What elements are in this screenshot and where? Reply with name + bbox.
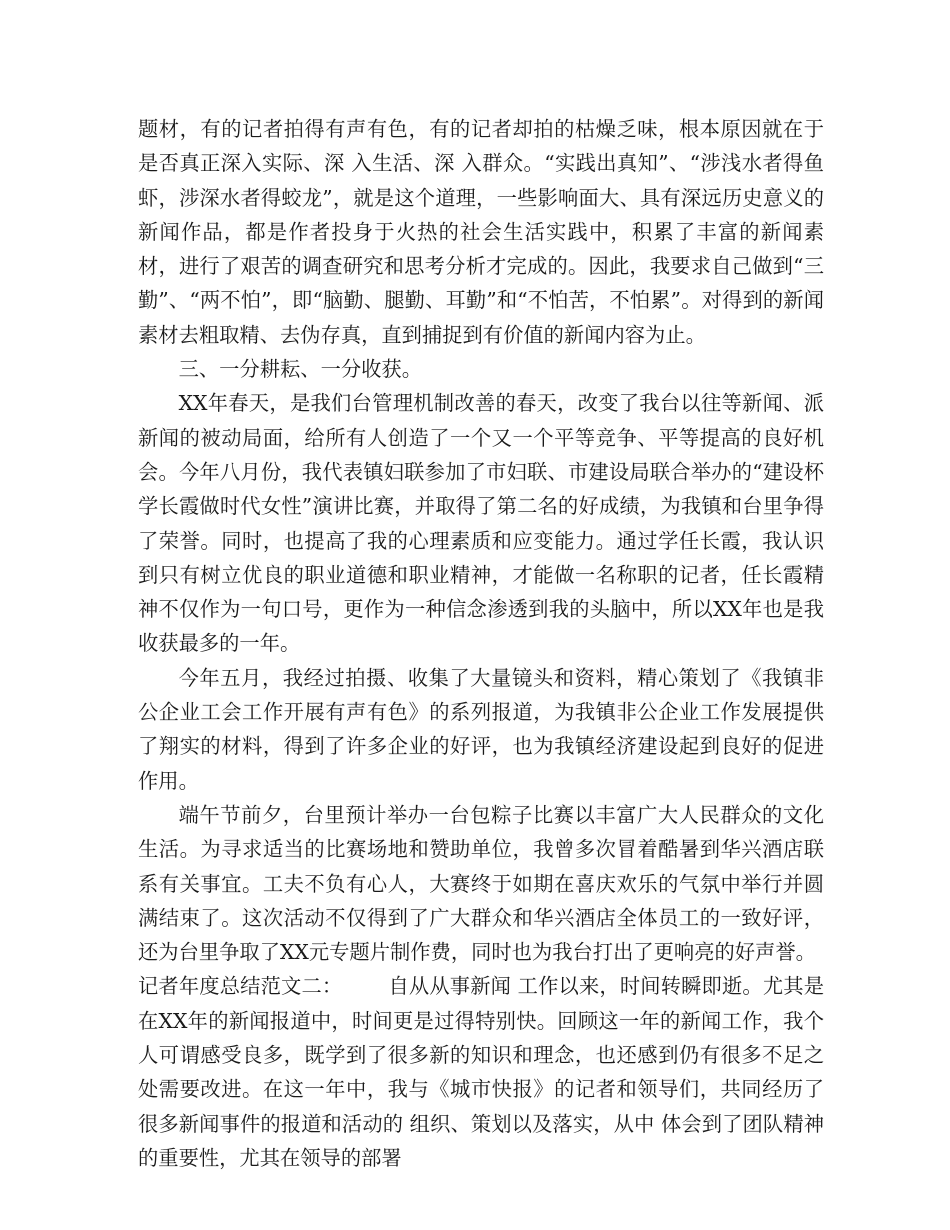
section-label: 记者年度总结范文二：	[138, 974, 343, 999]
section-paragraph	[138, 969, 824, 1175]
section-heading: 三、一分耕耘、一分收获。	[178, 357, 422, 382]
paragraph: XX年春天，是我们台管理机制改善的春天，改变了我台以往等新闻、派新闻的被动局面，给所有人创造了一个又一个平等竞争、平等提高的良好机会。今年八月份，我代表镇妇联参加了市妇联、市建设局联合举办的“建设杯学长霞做时代女性”演讲比赛，并取得了第二名的好成绩，为我镇和台里争得了荣誉。同时，也提高了我的心理素质和应变能力。通过学任长霞，我认识到只有树立优良的职业道德和职业精神，才能做一名称职的记者，任长霞精神不仅作为一句口号，更作为一种信念渗透到我的头脑中，所以XX年也是我收获最多的一年。	[138, 391, 824, 656]
paragraph: 端午节前夕，台里预计举办一台包粽子比赛以丰富广大人民群众的文化生活。为寻求适当的比赛场地和赞助单位，我曾多次冒着酷暑到华兴酒店联系有关事宜。工夫不负有心人，大赛终于如期在喜庆欢乐的气氛中举行并圆满结束了。这次活动不仅得到了广大群众和华兴酒店全体员工的一致好评，还为台里争取了XX元专题片制作费，同时也为我台打出了更响亮的好声誉。	[138, 802, 824, 965]
paragraph: 题材，有的记者拍得有声有色，有的记者却拍的枯燥乏味，根本原因就在于是否真正深入实际、深 入生活、深 入群众。“实践出真知”、“涉浅水者得鱼虾，涉深水者得蛟龙”，就是这个道理，一些影响面大、具有深远历史意义的新闻作品，都是作者投身于火热的社会生活实践中，积累了丰富的新闻素材，进行了艰苦的调查研究和思考分析才完成的。因此，我要求自己做到“三勤”、“两不怕”，即“脑勤、腿勤、耳勤”和“不怕苦，不怕累”。对得到的新闻素材去粗取精、去伪存真，直到捕捉到有价值的新闻内容为止。	[138, 117, 824, 347]
section-text: 自从从事新闻 工作以来，时间转瞬即逝。尤其是在XX年的新闻报道中，时间更是过得特别快。回顾这一年的新闻工作，我个人可谓感受良多，既学到了很多新的知识和理念，也还感到仍有很多不足之处需要改进。在这一年中，我与《城市快报》的记者和领导们，共同经历了很多新闻事件的报道和活动的 组织、策划以及落实，从中 体会到了团队精神的重要性，尤其在领导的部署	[138, 974, 824, 1170]
document-body	[138, 112, 824, 1175]
paragraph: 今年五月，我经过拍摄、收集了大量镜头和资料，精心策划了《我镇非公企业工会工作开展有声有色》的系列报道，为我镇非公企业工作发展提供了翔实的材料，得到了许多企业的好评，也为我镇经济建设起到良好的促进作用。	[138, 665, 824, 793]
